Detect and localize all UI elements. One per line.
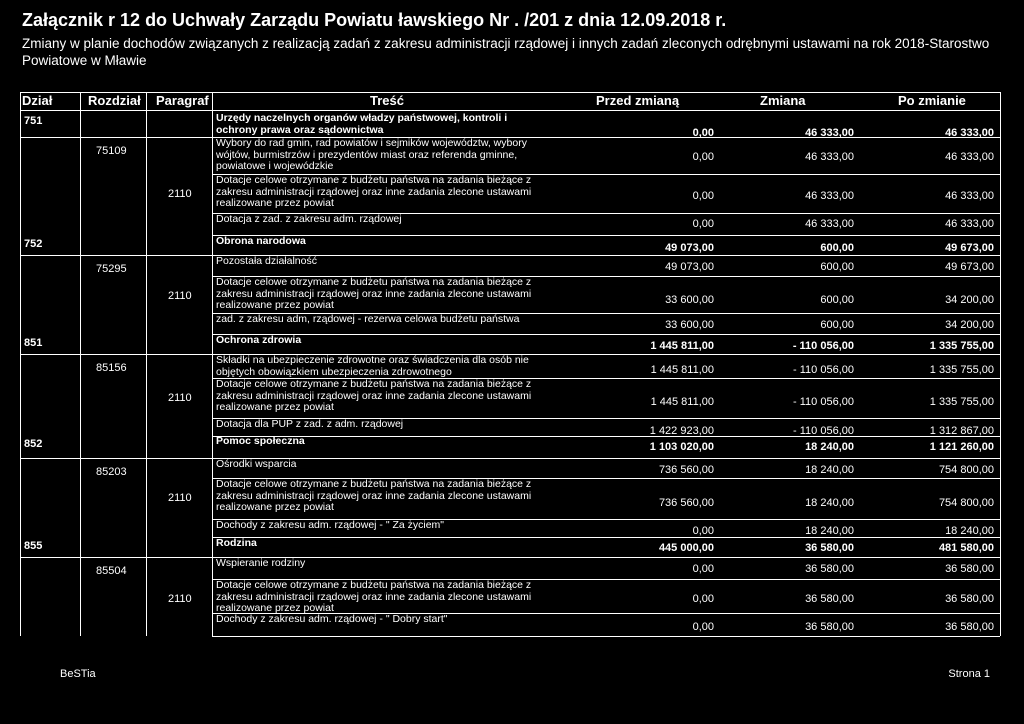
row-tresc: Ośrodki wsparcia xyxy=(216,458,297,470)
row-zmiana: 600,00 xyxy=(820,242,854,254)
row-tresc: Rodzina xyxy=(216,537,257,549)
col-header-zmiana: Zmiana xyxy=(760,93,806,108)
row-przed: 49 073,00 xyxy=(665,261,714,273)
row-tresc: Dotacje celowe otrzymane z budżetu państwa na zadania bieżące z zakresu administracji rządowej oraz inne zadania zlecone ustawami realizowane przez powiat xyxy=(216,378,532,413)
document-subtitle: Zmiany w planie dochodów związanych z realizacją zadań z zakresu administracji rządowej i innych zadań zleconych odrębnymi ustawami na rok 2018-Starostwo Powiatowe w Mławie xyxy=(22,36,990,68)
row-po: 46 333,00 xyxy=(945,127,994,139)
row-przed: 0,00 xyxy=(692,621,714,633)
row-przed: 736 560,00 xyxy=(658,497,714,509)
row-przed: 736 560,00 xyxy=(658,464,714,476)
row-przed: 33 600,00 xyxy=(665,294,714,306)
row-po: 36 580,00 xyxy=(945,563,994,575)
row-dzial: 852 xyxy=(24,438,43,450)
row-zmiana: 36 580,00 xyxy=(805,542,854,554)
row-zmiana: - 110 056,00 xyxy=(793,396,854,408)
col-header-po: Po zmianie xyxy=(898,93,966,108)
row-zmiana: 18 240,00 xyxy=(805,464,854,476)
row-zmiana: 36 580,00 xyxy=(805,621,854,633)
row-dzial: 851 xyxy=(24,337,43,349)
col-header-dzial: Dział xyxy=(22,93,53,108)
row-dzial: 752 xyxy=(24,238,43,250)
row-przed: 0,00 xyxy=(692,593,714,605)
row-przed: 49 073,00 xyxy=(665,242,714,254)
row-po: 49 673,00 xyxy=(945,261,994,273)
col-header-paragraf: Paragraf xyxy=(156,93,209,108)
row-tresc: Dotacja dla PUP z zad. z adm. rządowej xyxy=(216,418,404,430)
row-przed: 0,00 xyxy=(692,127,714,139)
row-paragraf: 2110 xyxy=(168,492,192,504)
row-rozdzial: 85203 xyxy=(96,466,127,478)
column-rule xyxy=(80,92,81,636)
row-paragraf: 2110 xyxy=(168,392,192,404)
footer-page-number: Strona 1 xyxy=(948,668,990,680)
row-tresc: Pozostała działalność xyxy=(216,255,317,267)
row-przed: 0,00 xyxy=(692,525,714,537)
row-po: 754 800,00 xyxy=(938,464,994,476)
row-po: 1 312 867,00 xyxy=(929,425,994,437)
row-paragraf: 2110 xyxy=(168,188,192,200)
document-title: Załącznik r 12 do Uchwały Zarządu Powiatu ławskiego Nr . /201 z dnia 12.09.2018 r. xyxy=(22,10,727,30)
row-zmiana: 600,00 xyxy=(820,319,854,331)
row-po: 481 580,00 xyxy=(938,542,994,554)
column-rule xyxy=(146,92,147,636)
row-po: 34 200,00 xyxy=(945,294,994,306)
row-tresc: Ochrona zdrowia xyxy=(216,334,302,346)
row-zmiana: 46 333,00 xyxy=(805,127,854,139)
column-rule xyxy=(1000,92,1001,636)
row-tresc: Obrona narodowa xyxy=(216,235,306,247)
row-po: 36 580,00 xyxy=(945,593,994,605)
row-przed: 0,00 xyxy=(692,218,714,230)
row-zmiana: 46 333,00 xyxy=(805,151,854,163)
column-rule xyxy=(20,92,21,636)
row-zmiana: 46 333,00 xyxy=(805,218,854,230)
row-paragraf: 2110 xyxy=(168,593,192,605)
row-zmiana: 18 240,00 xyxy=(805,525,854,537)
row-przed: 1 445 811,00 xyxy=(650,364,714,376)
row-po: 49 673,00 xyxy=(945,242,994,254)
column-rule xyxy=(212,92,213,636)
row-po: 46 333,00 xyxy=(945,190,994,202)
row-rozdzial: 75295 xyxy=(96,263,127,275)
row-po: 34 200,00 xyxy=(945,319,994,331)
row-przed: 1 445 811,00 xyxy=(650,340,714,352)
row-tresc: Dotacje celowe otrzymane z budżetu państwa na zadania bieżące z zakresu administracji rządowej oraz inne zadania zlecone ustawami realizowane przez powiat xyxy=(216,276,532,311)
row-separator xyxy=(212,636,1000,637)
row-zmiana: 600,00 xyxy=(820,294,854,306)
row-zmiana: - 110 056,00 xyxy=(793,425,854,437)
row-przed: 1 103 020,00 xyxy=(649,441,714,453)
row-przed: 0,00 xyxy=(692,190,714,202)
row-przed: 1 445 811,00 xyxy=(650,396,714,408)
row-zmiana: - 110 056,00 xyxy=(792,340,854,352)
row-po: 36 580,00 xyxy=(945,621,994,633)
row-zmiana: 18 240,00 xyxy=(805,441,854,453)
row-tresc: Dotacje celowe otrzymane z budżetu państwa na zadania bieżące z zakresu administracji rządowej oraz inne zadania zlecone ustawami realizowane przez powiat xyxy=(216,174,532,209)
col-header-tresc: Treść xyxy=(370,93,404,108)
row-zmiana: 36 580,00 xyxy=(805,563,854,575)
row-po: 754 800,00 xyxy=(938,497,994,509)
footer-software: BeSTia xyxy=(60,668,96,680)
row-po: 1 121 260,00 xyxy=(929,441,994,453)
row-przed: 1 422 923,00 xyxy=(649,425,714,437)
row-tresc: Pomoc społeczna xyxy=(216,435,305,447)
row-tresc: Wspieranie rodziny xyxy=(216,557,306,569)
row-po: 46 333,00 xyxy=(945,151,994,163)
row-zmiana: - 110 056,00 xyxy=(793,364,854,376)
row-tresc: Dotacja z zad. z zakresu adm. rządowej xyxy=(216,213,402,225)
row-zmiana: 46 333,00 xyxy=(805,190,854,202)
header-bottom-border xyxy=(20,110,1000,111)
row-rozdzial: 85156 xyxy=(96,362,127,374)
row-tresc: Dotacje celowe otrzymane z budżetu państwa na zadania bieżące z zakresu administracji rządowej oraz inne zadania zlecone ustawami realizowane przez powiat xyxy=(216,579,532,614)
row-po: 1 335 755,00 xyxy=(929,340,994,352)
row-przed: 445 000,00 xyxy=(658,542,714,554)
row-tresc: Wybory do rad gmin, rad powiatów i sejmików województw, wybory wójtów, burmistrzów i prezydentów miast oraz referenda gminne, powiatowe i wojewódzkie xyxy=(216,137,527,172)
row-dzial: 855 xyxy=(24,540,43,552)
row-po: 1 335 755,00 xyxy=(929,396,994,408)
row-tresc: zad. z zakresu adm, rządowej - rezerwa celowa budżetu państwa xyxy=(216,313,520,325)
row-zmiana: 18 240,00 xyxy=(805,497,854,509)
row-zmiana: 600,00 xyxy=(820,261,854,273)
row-po: 18 240,00 xyxy=(945,525,994,537)
col-header-przed: Przed zmianą xyxy=(596,93,680,108)
row-rozdzial: 85504 xyxy=(96,565,127,577)
row-przed: 0,00 xyxy=(692,151,714,163)
row-przed: 33 600,00 xyxy=(665,319,714,331)
row-po: 46 333,00 xyxy=(945,218,994,230)
row-tresc: Składki na ubezpieczenie zdrowotne oraz świadczenia dla osób nie objętych obowiązkiem ubezpieczenia zdrowotnego xyxy=(216,354,529,378)
row-rozdzial: 75109 xyxy=(96,145,127,157)
row-tresc: Dochody z zakresu adm. rządowej - " Dobry start" xyxy=(216,613,448,625)
row-przed: 0,00 xyxy=(692,563,714,575)
col-header-rozdzial: Rozdział xyxy=(88,93,141,108)
row-tresc: Urzędy naczelnych organów władzy państwowej, kontroli i ochrony prawa oraz sądownictwa xyxy=(216,112,508,136)
row-po: 1 335 755,00 xyxy=(929,364,994,376)
row-zmiana: 36 580,00 xyxy=(805,593,854,605)
row-tresc: Dochody z zakresu adm. rządowej - " Za życiem" xyxy=(216,519,445,531)
row-paragraf: 2110 xyxy=(168,290,192,302)
row-dzial: 751 xyxy=(24,115,43,127)
row-tresc: Dotacje celowe otrzymane z budżetu państwa na zadania bieżące z zakresu administracji rządowej oraz inne zadania zlecone ustawami realizowane przez powiat xyxy=(216,478,532,513)
